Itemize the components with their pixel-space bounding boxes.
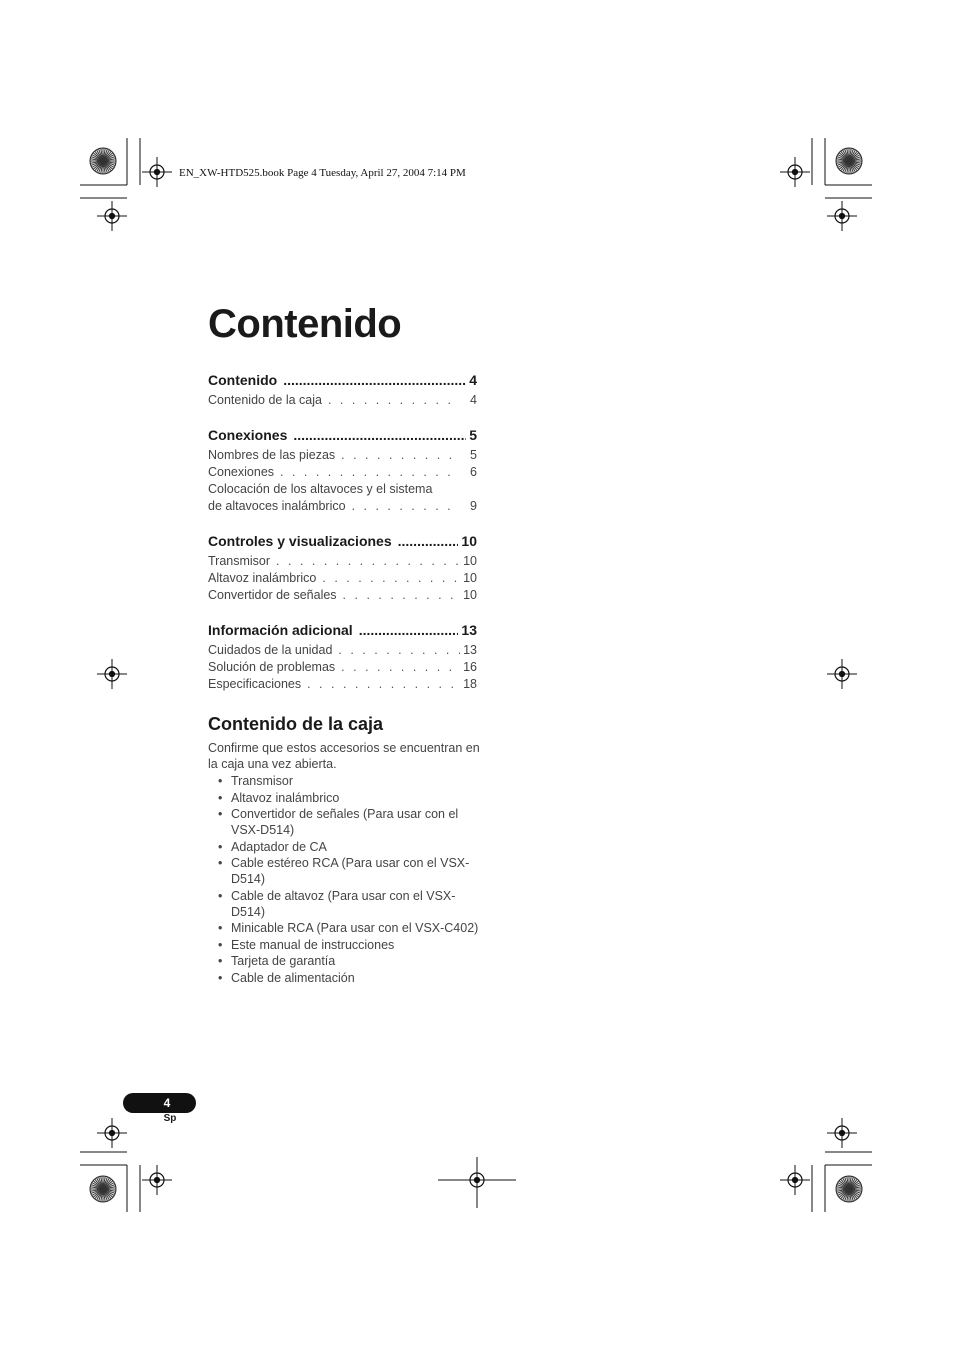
toc-leader-dots bbox=[283, 372, 466, 388]
toc-heading bbox=[208, 427, 477, 447]
toc-entry bbox=[208, 570, 477, 587]
toc-leader-dots bbox=[352, 498, 460, 515]
toc-leader-dots bbox=[280, 464, 460, 481]
list-item bbox=[208, 937, 480, 953]
list-item bbox=[208, 806, 480, 838]
toc-leader-dots bbox=[276, 553, 460, 570]
list-item-text: Cable estéreo RCA (Para usar con el VSX-D514) bbox=[231, 856, 470, 886]
toc-entry bbox=[208, 587, 477, 604]
toc-entry-label: Nombres de las piezas bbox=[208, 448, 336, 462]
list-item bbox=[208, 773, 480, 789]
table-of-contents bbox=[208, 372, 477, 711]
toc-heading-page: 4 bbox=[469, 372, 477, 388]
toc-entry bbox=[208, 676, 477, 693]
toc-heading-page: 5 bbox=[469, 427, 477, 443]
toc-entry bbox=[208, 659, 477, 676]
toc-entry-page: 4 bbox=[470, 393, 477, 407]
toc-entry-label: de altavoces inalámbrico bbox=[208, 499, 346, 513]
toc-entry-label: Solución de problemas bbox=[208, 660, 336, 674]
toc-heading-label: Contenido bbox=[208, 372, 278, 388]
toc-entry-page: 9 bbox=[470, 499, 477, 513]
toc-leader-dots bbox=[359, 622, 459, 638]
toc-entry-label: Cuidados de la unidad bbox=[208, 643, 333, 657]
toc-section bbox=[208, 533, 477, 604]
box-contents-section bbox=[208, 712, 480, 986]
toc-entry-label: Especificaciones bbox=[208, 677, 302, 691]
toc-entry bbox=[208, 464, 477, 481]
toc-section bbox=[208, 372, 477, 409]
toc-heading bbox=[208, 622, 477, 642]
bullet-icon: • bbox=[218, 921, 223, 935]
toc-entry-page: 18 bbox=[463, 677, 477, 691]
toc-leader-dots bbox=[341, 447, 460, 464]
toc-heading-page: 13 bbox=[461, 622, 477, 638]
list-item-text: Convertidor de señales (Para usar con el VSX-D514) bbox=[231, 807, 459, 837]
toc-heading bbox=[208, 372, 477, 392]
toc-leader-dots bbox=[328, 392, 460, 409]
toc-leader-dots bbox=[398, 533, 459, 549]
toc-entry-label: Altavoz inalámbrico bbox=[208, 571, 317, 585]
toc-entry-page: 13 bbox=[463, 643, 477, 657]
toc-entry-label: Convertidor de señales bbox=[208, 588, 337, 602]
toc-leader-dots bbox=[307, 676, 460, 693]
list-item bbox=[208, 855, 480, 887]
toc-entry-page: 10 bbox=[463, 588, 477, 602]
box-contents-list bbox=[208, 773, 480, 986]
list-item bbox=[208, 790, 480, 806]
toc-heading-label: Conexiones bbox=[208, 427, 288, 443]
toc-entry bbox=[208, 553, 477, 570]
toc-entry-page: 16 bbox=[463, 660, 477, 674]
toc-leader-dots bbox=[322, 570, 460, 587]
list-item-text: Minicable RCA (Para usar con el VSX-C402) bbox=[231, 921, 479, 935]
toc-entry bbox=[208, 392, 477, 409]
toc-entry-page: 10 bbox=[463, 554, 477, 568]
bullet-icon: • bbox=[218, 839, 223, 854]
bullet-icon: • bbox=[218, 937, 223, 952]
toc-heading bbox=[208, 533, 477, 553]
list-item-text: Cable de alimentación bbox=[231, 970, 355, 985]
list-item-text: Adaptador de CA bbox=[231, 839, 327, 854]
list-item-text: Tarjeta de garantía bbox=[231, 954, 336, 968]
toc-entry bbox=[208, 447, 477, 464]
toc-entry-page: 6 bbox=[470, 465, 477, 479]
toc-entry bbox=[208, 498, 477, 515]
list-item bbox=[208, 839, 480, 855]
toc-leader-dots bbox=[341, 659, 460, 676]
bullet-icon: • bbox=[218, 954, 223, 968]
bullet-icon: • bbox=[218, 856, 223, 870]
toc-leader-dots bbox=[338, 642, 460, 659]
toc-entry-label: Colocación de los altavoces y el sistema bbox=[208, 482, 433, 496]
toc-leader-dots bbox=[293, 427, 466, 443]
toc-section bbox=[208, 622, 477, 693]
toc-entry bbox=[208, 642, 477, 659]
list-item-text: Cable de altavoz (Para usar con el VSX-D514) bbox=[231, 888, 456, 919]
bullet-icon: • bbox=[218, 888, 223, 903]
list-item-text: Este manual de instrucciones bbox=[231, 937, 395, 952]
toc-leader-dots bbox=[343, 587, 460, 604]
box-contents-intro: Confirme que estos accesorios se encuentran en la caja una vez abierta. bbox=[208, 741, 480, 771]
toc-entry bbox=[208, 481, 477, 498]
toc-entry-label: Conexiones bbox=[208, 465, 275, 479]
bullet-icon: • bbox=[218, 790, 223, 805]
toc-entry-page: 10 bbox=[463, 571, 477, 585]
bullet-icon: • bbox=[218, 970, 223, 985]
box-contents-title: Contenido de la caja bbox=[208, 714, 384, 734]
list-item bbox=[208, 920, 480, 936]
page-title: Contenido bbox=[208, 302, 402, 346]
toc-section bbox=[208, 427, 477, 515]
toc-entry-label: Contenido de la caja bbox=[208, 393, 322, 407]
list-item bbox=[208, 888, 480, 920]
page-number: 4 bbox=[163, 1096, 171, 1110]
list-item bbox=[208, 970, 480, 986]
print-file-info: EN_XW-HTD525.book Page 4 Tuesday, April 27, 2004 7:14 PM bbox=[179, 167, 466, 179]
toc-heading-label: Información adicional bbox=[208, 622, 353, 638]
toc-entry-page: 5 bbox=[470, 448, 477, 462]
list-item bbox=[208, 953, 480, 969]
toc-heading-page: 10 bbox=[461, 533, 477, 549]
list-item-text: Altavoz inalámbrico bbox=[231, 790, 340, 805]
toc-entry-label: Transmisor bbox=[208, 554, 271, 568]
bullet-icon: • bbox=[218, 774, 223, 788]
toc-heading-label: Controles y visualizaciones bbox=[208, 533, 392, 549]
language-code: Sp bbox=[163, 1113, 177, 1124]
list-item-text: Transmisor bbox=[231, 774, 294, 788]
bullet-icon: • bbox=[218, 807, 223, 821]
